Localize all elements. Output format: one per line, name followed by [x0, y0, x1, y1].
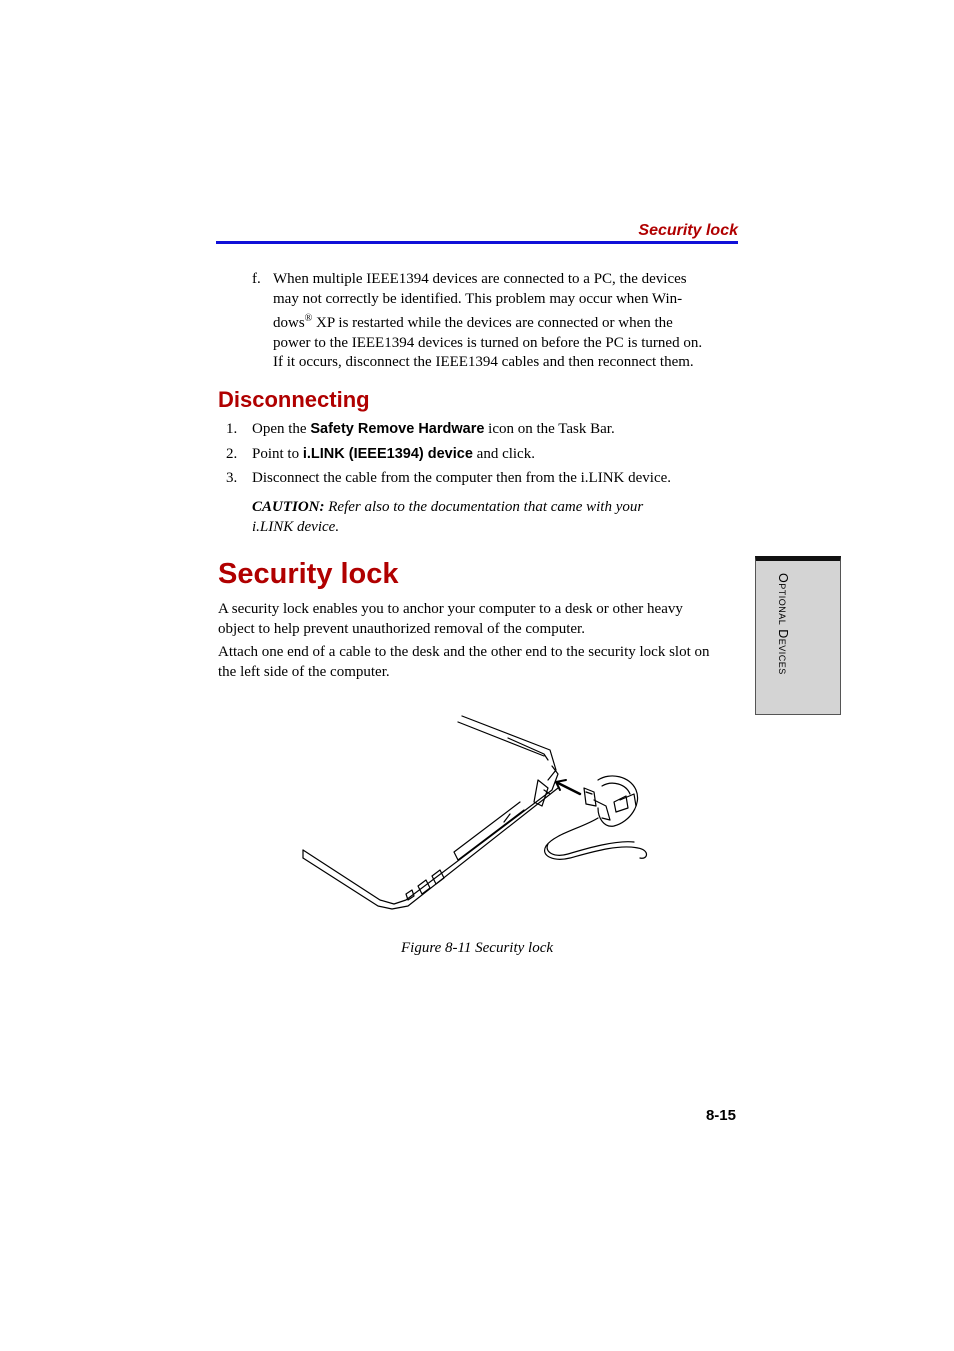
step-item	[226, 445, 736, 464]
caution-note	[252, 497, 722, 537]
text-line	[273, 314, 735, 334]
chapter-side-tab	[755, 556, 841, 715]
security-lock-figure	[298, 710, 658, 920]
section-title-security-lock: Security lock	[218, 558, 399, 590]
text-line: object to help prevent unauthorized removal of the computer.	[218, 620, 585, 637]
paragraph	[218, 600, 738, 639]
step-bold-text: Safety Remove Hardware	[310, 421, 485, 437]
text-line: may not correctly be identified. This problem may occur when Win-	[273, 290, 683, 307]
header-rule	[216, 241, 738, 244]
paragraph	[218, 643, 738, 682]
text-line: If it occurs, disconnect the IEEE1394 cables and then reconnect them.	[273, 354, 694, 370]
step-text: and click.	[472, 446, 535, 462]
step-bold-text: i.LINK (IEEE1394) device	[302, 446, 473, 462]
laptop-security-lock-illustration	[298, 710, 658, 915]
figure-caption: Figure 8-11 Security lock	[400, 940, 554, 956]
text-line: the left side of the computer.	[218, 663, 390, 680]
text-fragment: XP is restarted while the devices are connected or when the	[316, 315, 673, 331]
caution-label: CAUTION:	[252, 499, 325, 515]
step-number: 1.	[226, 421, 238, 437]
section-heading-disconnecting: Disconnecting	[218, 387, 370, 412]
caution-text: Refer also to the documentation that came with your	[324, 499, 644, 515]
step-text: Point to	[252, 446, 303, 462]
text-line: Attach one end of a cable to the desk and the other end to the security lock slot on	[218, 644, 710, 660]
laptop-drawing	[303, 716, 558, 909]
step-text: Disconnect the cable from the computer then from the i.LINK device.	[252, 470, 672, 486]
text-fragment: dows	[273, 315, 305, 331]
step-text: icon on the Task Bar.	[484, 421, 615, 437]
caution-text: i.LINK device.	[252, 519, 340, 535]
text-line: When multiple IEEE1394 devices are connected to a PC, the devices	[273, 271, 687, 287]
step-item	[226, 469, 736, 488]
text-line: power to the IEEE1394 devices is turned on before the PC is turned on.	[273, 334, 703, 351]
side-tab-label: Optional Devices	[776, 573, 790, 675]
step-number: 2.	[226, 446, 238, 462]
text-line: A security lock enables you to anchor your computer to a desk or other heavy	[218, 601, 683, 617]
list-marker: f.	[252, 271, 261, 287]
running-header-title: Security lock	[638, 222, 738, 239]
step-item	[226, 420, 736, 439]
step-number: 3.	[226, 470, 238, 486]
page-number: 8-15	[705, 1107, 736, 1124]
arrow-icon	[556, 780, 580, 794]
registered-mark: ®	[304, 313, 313, 324]
step-text: Open the	[252, 421, 311, 437]
